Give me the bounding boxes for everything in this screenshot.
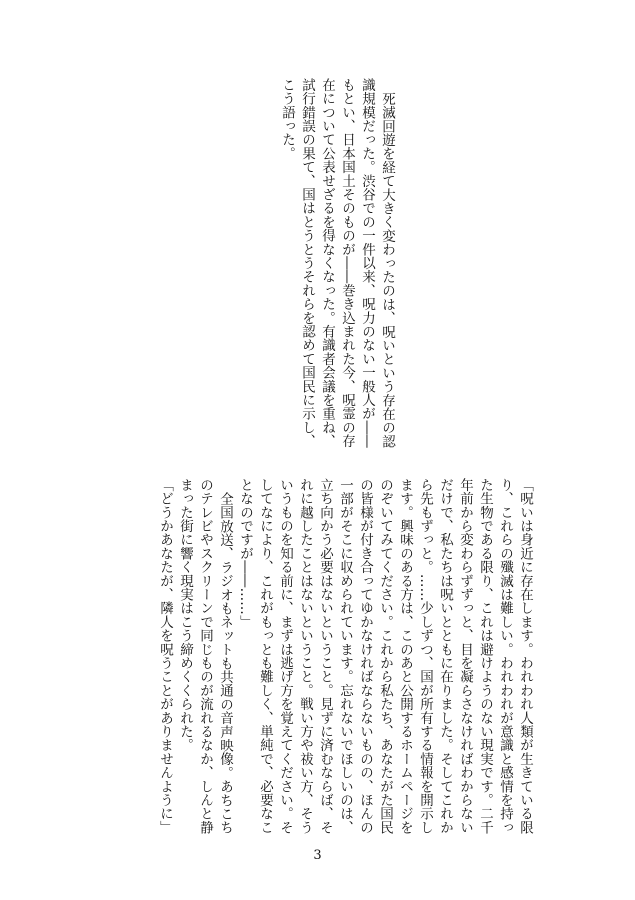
quote-paragraph: 「呪いは身近に存在します。われわれ人類が生きている限り、これらの殲滅は難しい。われわれが意識と感情を持った生物である限り、これは避けようのない現実です。二千年前から変わらずずっと、目を凝らさなければわからないだけで、私たちは呪いとともに在りました。そしてこれから先もずっと。……少しずつ、国が所有する情報を開示します。興味のある方は、このあと公開するホームページをのぞいてみてください。これから私たち、あなたがた国民の皆様が付き合ってゆかなければならないものの、ほんの一部がそこに収められています。忘れないでほしいのは、立ち向かう必要はないということ。見ずに済むならば、それに越したことはないということ。戦い方や祓い方、そういうものを知る前に、まずは逃げ方を覚えてください。そしてなにより、これがもっとも難しく、単純で、必要なことなのですが――……」: [237, 478, 533, 835]
paragraph: 死滅回遊を経て大きく変わったのは、呪いという存在の認識規模だった。渋谷での一件以来、呪力のない一般人が――もとい、日本国土そのものが――巻き込まれた今、呪霊の存在について公表せざるを得なくなった。有識者会議を重ね、試行錯誤の果て、国はとうとうそれらを認めて国民に示し、こう語った。: [279, 78, 395, 448]
page-number: 3: [313, 848, 322, 863]
top-text-block: [267, 78, 397, 448]
paragraph: 全国放送、ラジオもネットも共通の音声映像。あちこちのテレビやスクリーンで同じものが流れるなか、しんと静まった街に響く現実はこう締めくくられた。: [177, 478, 233, 835]
bottom-text-block: [105, 478, 535, 838]
closing-quote: 「どうかあなたが、隣人を呪うことがありませんように」: [157, 478, 173, 835]
